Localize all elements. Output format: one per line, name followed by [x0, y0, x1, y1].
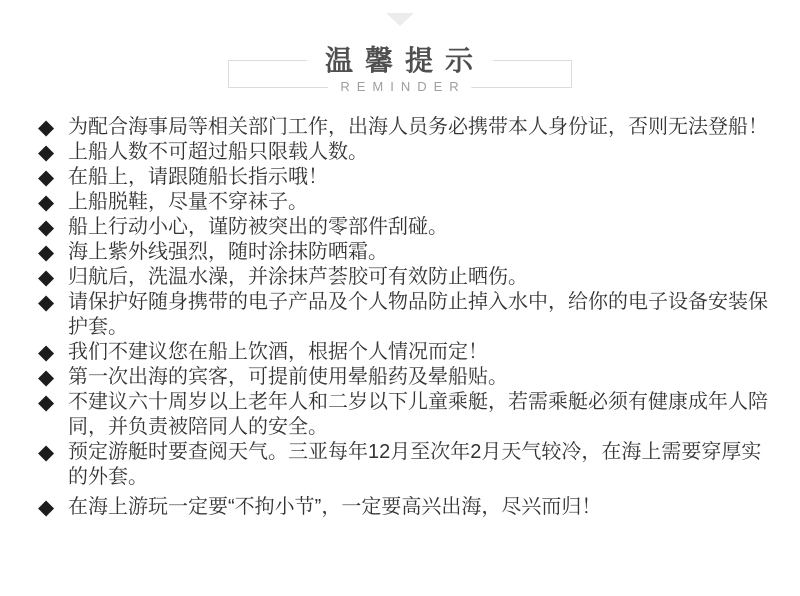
page-title: 温馨提示	[307, 45, 493, 77]
diamond-bullet-icon: ◆	[38, 366, 55, 389]
list-item	[38, 115, 772, 140]
list-item-text: 第一次出海的宾客，可提前使用晕船药及晕船贴。	[68, 366, 508, 388]
list-item-text: 上船脱鞋，尽量不穿袜子。	[68, 191, 308, 213]
list-item-text: 上船人数不可超过船只限载人数。	[68, 141, 368, 163]
diamond-bullet-icon: ◆	[38, 391, 55, 414]
list-item-text: 归航后，洗温水澡，并涂抹芦荟胶可有效防止晒伤。	[68, 266, 528, 288]
reminder-header-box	[228, 45, 572, 94]
list-item-text: 请保护好随身携带的电子产品及个人物品防止掉入水中，给你的电子设备安装保护套。	[68, 291, 768, 338]
list-item	[38, 215, 772, 240]
diamond-bullet-icon: ◆	[38, 116, 55, 139]
list-item	[38, 340, 772, 365]
list-item-text: 为配合海事局等相关部门工作，出海人员务必携带本人身份证，否则无法登船！	[68, 116, 768, 138]
list-item-text: 不建议六十周岁以上老年人和二岁以下儿童乘艇，若需乘艇必须有健康成年人陪同，并负责被陪同人的安全。	[68, 391, 768, 438]
list-item	[38, 190, 772, 215]
list-item-text: 我们不建议您在船上饮酒，根据个人情况而定！	[68, 341, 488, 363]
list-item	[38, 365, 772, 390]
list-item	[38, 390, 772, 440]
diamond-bullet-icon: ◆	[38, 291, 55, 314]
diamond-bullet-icon: ◆	[38, 496, 55, 519]
list-item-text: 预定游艇时要查阅天气。三亚每年12月至次年2月天气较冷，在海上需要穿厚实的外套。	[68, 441, 762, 488]
diamond-bullet-icon: ◆	[38, 191, 55, 214]
list-item	[38, 440, 772, 490]
page-subtitle: REMINDER	[328, 78, 471, 96]
list-item	[38, 290, 772, 340]
tips-list	[38, 115, 772, 520]
list-item-text: 在海上游玩一定要“不拘小节”，一定要高兴出海，尽兴而归！	[68, 496, 602, 518]
diamond-bullet-icon: ◆	[38, 241, 55, 264]
diamond-bullet-icon: ◆	[38, 341, 55, 364]
list-item-text: 在船上，请跟随船长指示哦！	[68, 166, 328, 188]
list-item	[38, 165, 772, 190]
diamond-bullet-icon: ◆	[38, 141, 55, 164]
triangle-down-icon	[386, 13, 414, 26]
list-item	[38, 140, 772, 165]
diamond-bullet-icon: ◆	[38, 266, 55, 289]
list-item-text: 船上行动小心，谨防被突出的零部件刮碰。	[68, 216, 448, 238]
list-item-text: 海上紫外线强烈，随时涂抹防晒霜。	[68, 241, 388, 263]
reminder-page	[0, 13, 800, 596]
diamond-bullet-icon: ◆	[38, 441, 55, 464]
diamond-bullet-icon: ◆	[38, 166, 55, 189]
list-item	[38, 265, 772, 290]
list-item	[38, 495, 772, 520]
diamond-bullet-icon: ◆	[38, 216, 55, 239]
list-item	[38, 240, 772, 265]
